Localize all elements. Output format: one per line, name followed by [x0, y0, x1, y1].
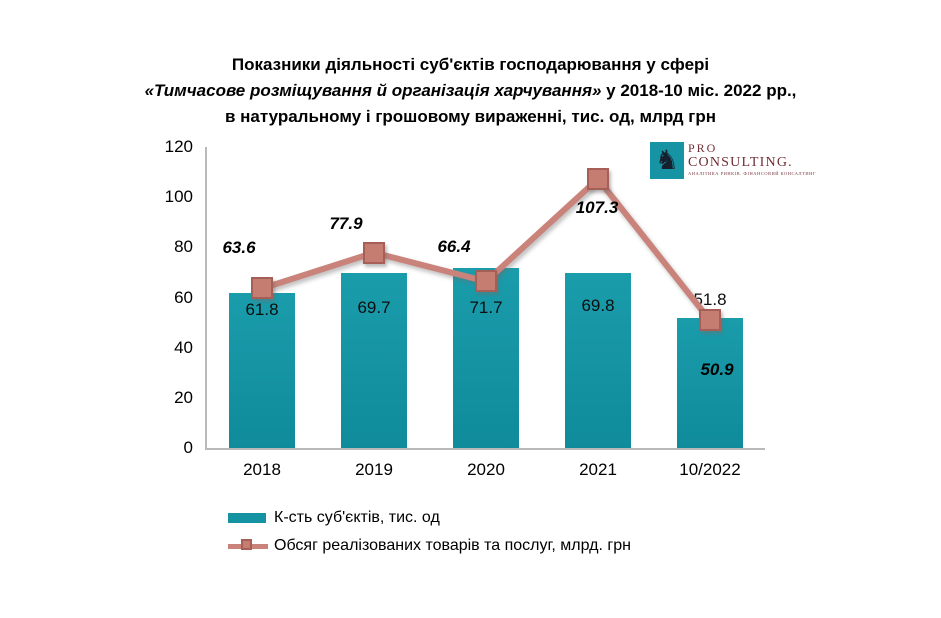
line-label-2021: 107.3 — [575, 198, 619, 217]
line-label-2018: 63.6 — [222, 238, 256, 257]
bar-label-2020: 71.7 — [469, 298, 503, 317]
x-tick-2019: 2019 — [355, 460, 393, 479]
y-tick-120: 120 — [164, 137, 193, 156]
legend — [228, 504, 631, 560]
y-tick-60: 60 — [174, 287, 193, 307]
y-tick-80: 80 — [174, 237, 193, 257]
y-tick-0: 0 — [183, 438, 193, 457]
y-tick-40: 40 — [174, 337, 193, 357]
line-label-2019: 77.9 — [329, 214, 363, 233]
chart-title-line2-italic: «Тимчасове розміщування й організація харчування» — [144, 81, 602, 100]
marker-2020 — [475, 270, 497, 292]
legend-item-revenue — [228, 532, 631, 560]
y-tick-20: 20 — [174, 387, 193, 407]
legend-item-subjects — [228, 504, 631, 532]
logo-tagline: АНАЛІТИКА РИНКІВ. ФІНАНСОВИЙ КОНСАЛТИНГ — [688, 171, 816, 176]
chart-title-line3: в натуральному і грошовому вираженні, тис. од, млрд грн — [224, 107, 717, 126]
bar-label-2021: 69.8 — [581, 296, 615, 315]
line-series-swatch — [228, 535, 268, 557]
x-tick-2020: 2020 — [467, 460, 505, 479]
chart-title-line2-rest: у 2018-10 міс. 2022 рр., — [601, 81, 797, 100]
bar-series-swatch — [228, 507, 268, 529]
marker-2019 — [363, 242, 385, 264]
y-tick-100: 100 — [164, 187, 193, 207]
x-tick-10/2022: 10/2022 — [679, 460, 741, 479]
legend-label-revenue: Обсяг реалізованих товарів та послуг, млрд. грн — [274, 537, 631, 554]
x-tick-2018: 2018 — [243, 460, 281, 479]
bar-label-2018: 61.8 — [245, 300, 279, 319]
chart-title-line1: Показники діяльності суб'єктів господарювання у сфері — [231, 55, 710, 74]
logo-name-top: PRO — [688, 141, 718, 155]
x-tick-2021: 2021 — [579, 460, 617, 479]
legend-label-subjects: К-сть суб'єктів, тис. од — [274, 509, 440, 526]
marker-2018 — [251, 277, 273, 299]
logo-name-bottom: CONSULTING. — [688, 155, 793, 170]
knight-icon: ♞ — [650, 142, 684, 179]
line-label-2020: 66.4 — [437, 237, 471, 256]
marker-2021 — [587, 168, 609, 190]
marker-10/2022 — [699, 309, 721, 331]
bar-label-10/2022: 51.8 — [693, 290, 727, 309]
line-label-10/2022: 50.9 — [700, 360, 734, 379]
bar-label-2019: 69.7 — [357, 298, 391, 317]
